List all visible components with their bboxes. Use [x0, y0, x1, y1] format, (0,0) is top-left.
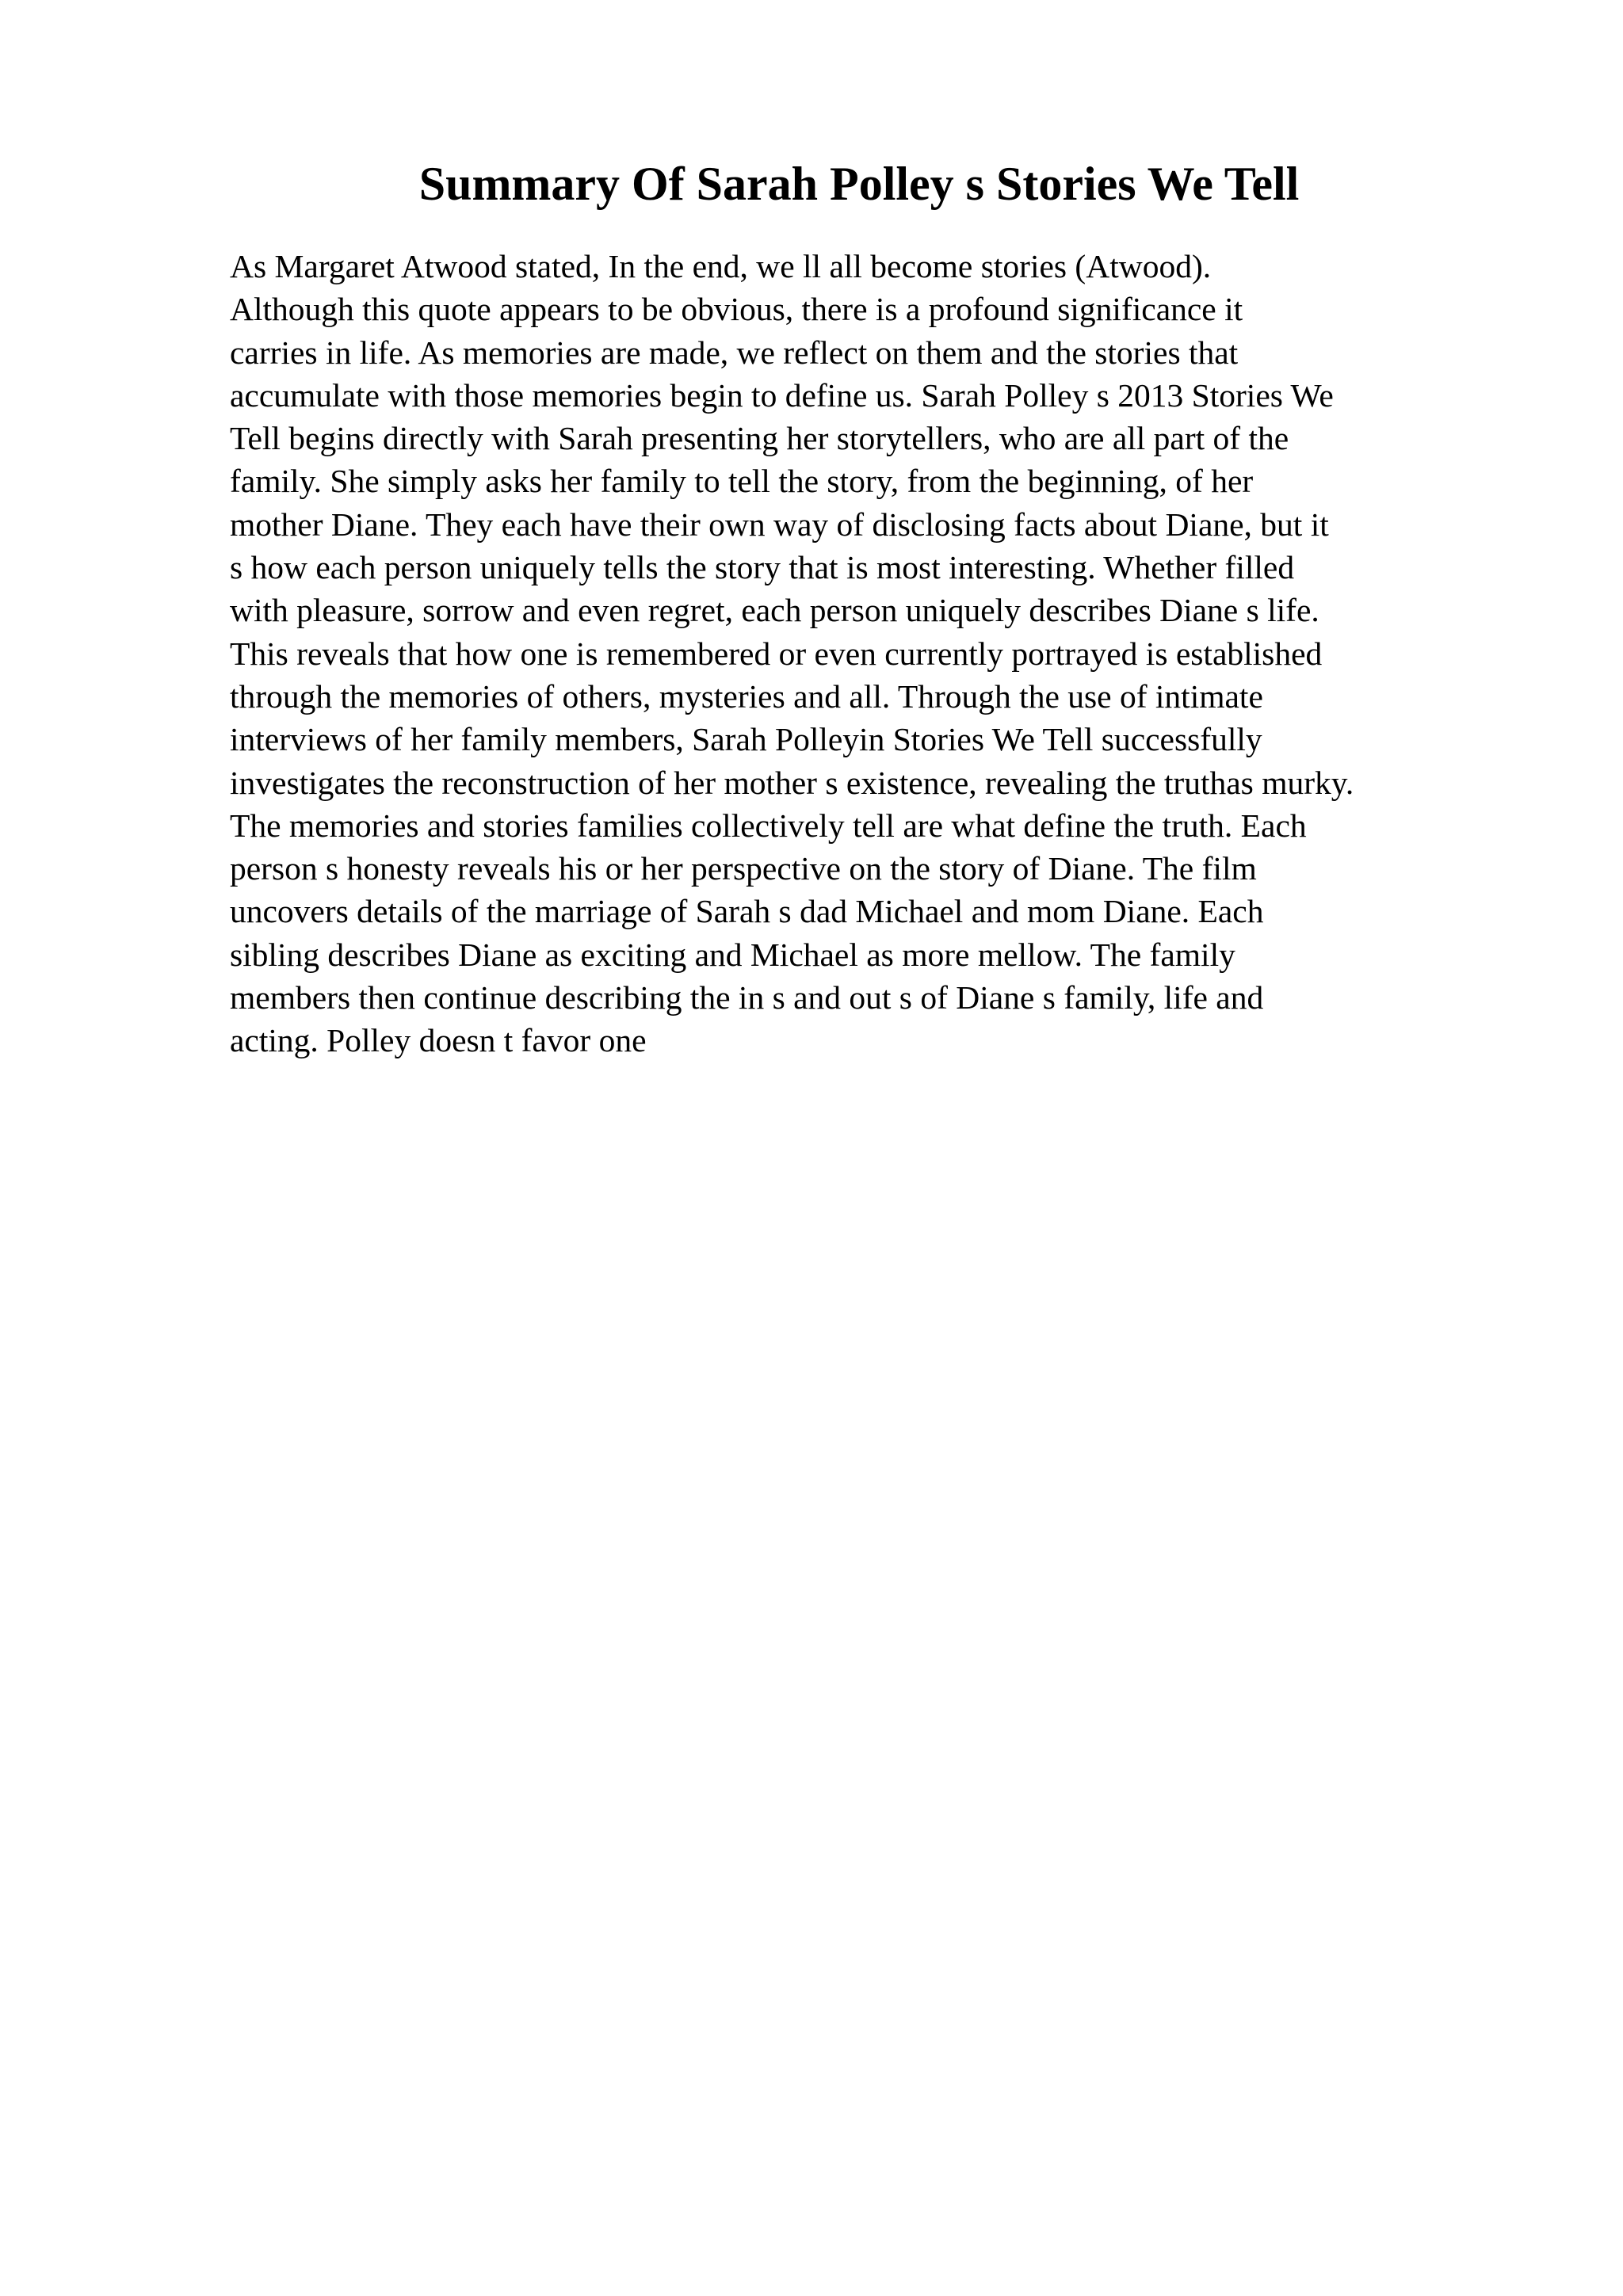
body-line: Although this quote appears to be obvious, there is a profound significance it	[230, 291, 1243, 328]
body-line: As Margaret Atwood stated, In the end, we ll all become stories (Atwood).	[230, 248, 1212, 284]
document-body	[230, 245, 1514, 1062]
body-line: carries in life. As memories are made, we reflect on them and the stories that	[230, 334, 1239, 371]
body-line: sibling describes Diane as exciting and Michael as more mellow. The family	[230, 936, 1235, 973]
body-line: accumulate with those memories begin to define us. Sarah Polley s 2013 Stories We	[230, 376, 1334, 414]
body-line: The memories and stories families collectively tell are what define the truth. Each	[230, 807, 1307, 844]
body-line: person s honesty reveals his or her perspective on the story of Diane. The film	[230, 850, 1257, 887]
body-line: members then continue describing the in s and out s of Diane s family, life and	[230, 979, 1264, 1016]
body-line: family. She simply asks her family to tell the story, from the beginning, of her	[230, 463, 1254, 500]
body-line: investigates the reconstruction of her mother s existence, revealing the truthas murky.	[230, 764, 1354, 801]
body-line: mother Diane. They each have their own way of disclosing facts about Diane, but it	[230, 505, 1329, 543]
body-line: This reveals that how one is remembered or even currently portrayed is established	[230, 635, 1323, 672]
body-line: s how each person uniquely tells the story that is most interesting. Whether filled	[230, 549, 1295, 586]
body-line: uncovers details of the marriage of Sarah s dad Michael and mom Diane. Each	[230, 893, 1264, 930]
body-line: with pleasure, sorrow and even regret, each person uniquely describes Diane s life.	[230, 592, 1319, 629]
body-line: interviews of her family members, Sarah Polleyin Stories We Tell successfully	[230, 721, 1262, 758]
body-line: acting. Polley doesn t favor one	[230, 1022, 647, 1059]
body-line: Tell begins directly with Sarah presenting her storytellers, who are all part of the	[230, 420, 1289, 457]
document-title: Summary Of Sarah Polley s Stories We Tell	[418, 158, 1300, 210]
body-line: through the memories of others, mysteries and all. Through the use of intimate	[230, 677, 1263, 715]
